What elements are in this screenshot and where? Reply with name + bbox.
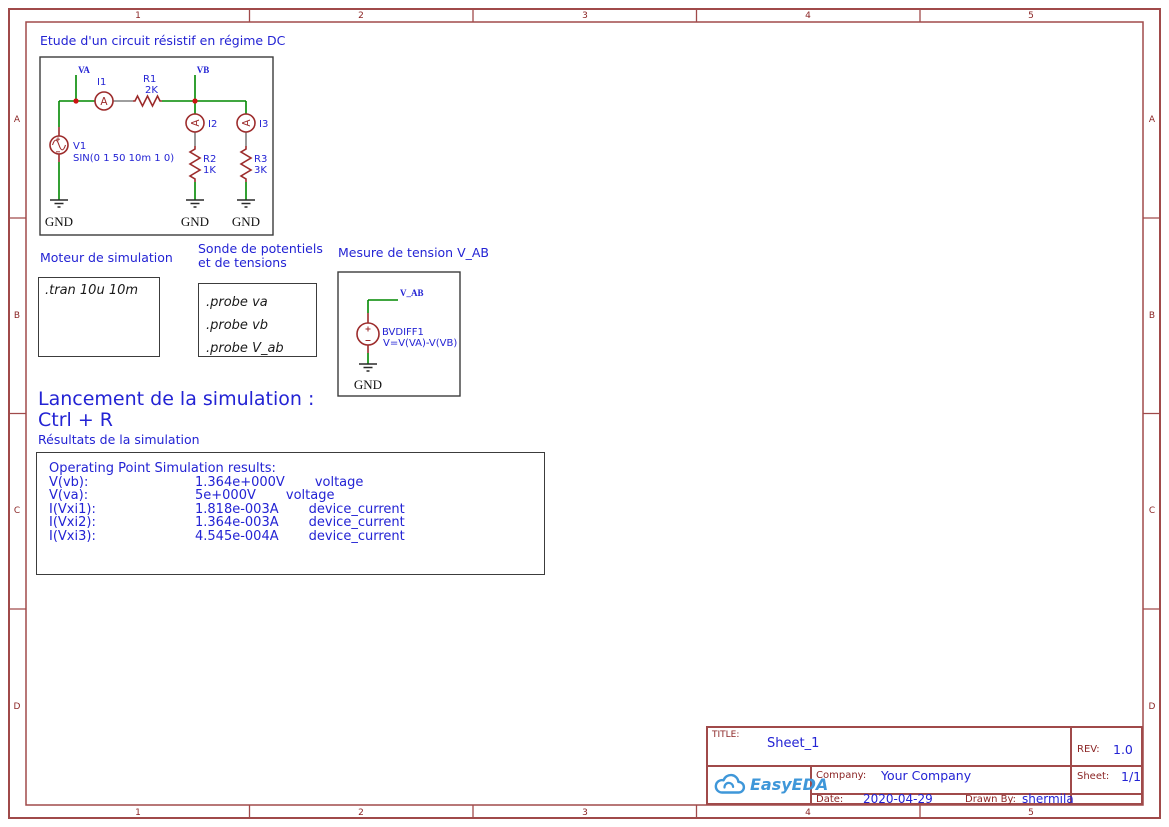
resistor-r1[interactable] — [133, 96, 162, 106]
sim-engine-box[interactable] — [38, 277, 160, 357]
ref-v1[interactable]: V1 — [73, 141, 87, 152]
result-row — [49, 476, 544, 490]
result-name: V(vb): — [49, 474, 89, 490]
net-label-vb[interactable]: VB — [196, 65, 210, 75]
gnd-label: GND — [231, 214, 261, 229]
val-v1[interactable]: SIN(0 1 50 10m 1 0) — [73, 153, 175, 164]
results-title: Résultats de la simulation — [38, 432, 200, 447]
circuit-canvas[interactable] — [36, 52, 281, 242]
launch-line2: Ctrl + R — [38, 409, 114, 431]
date-label: Date: — [816, 794, 844, 805]
sheet-title[interactable]: Sheet_1 — [767, 736, 820, 751]
result-row — [49, 489, 544, 503]
results-heading: Operating Point Simulation results: — [49, 461, 276, 476]
ruler-col-label: 4 — [805, 808, 811, 818]
ref-r3[interactable]: R3 — [254, 154, 268, 165]
probes-box[interactable] — [198, 283, 317, 357]
result-name: I(Vxi2): — [49, 515, 96, 531]
junction-dot — [192, 98, 197, 103]
result-row — [49, 503, 544, 517]
resistor-r3[interactable] — [241, 146, 251, 182]
company-label: Company: — [816, 770, 867, 781]
drawn-by-value[interactable]: shermila — [1022, 792, 1074, 806]
val-r1[interactable]: 2K — [145, 85, 158, 96]
ammeter-glyph: A — [241, 119, 253, 127]
results-box[interactable] — [36, 452, 545, 575]
schematic-title[interactable]: Etude d'un circuit résistif en régime DC — [40, 33, 286, 48]
ruler-col-label: 1 — [135, 11, 141, 21]
voltage-source-v1[interactable] — [50, 136, 68, 154]
voltage-source-bvdiff1[interactable] — [357, 323, 379, 345]
ammeter-i3[interactable] — [237, 114, 255, 132]
probes-title-line2: et de tensions — [198, 255, 287, 270]
gnd-label: GND — [180, 214, 210, 229]
measure-canvas[interactable] — [336, 268, 466, 400]
ruler-row-label: B — [13, 311, 21, 321]
ammeter-i2[interactable] — [186, 114, 204, 132]
ruler-col-label: 2 — [358, 11, 364, 21]
easyeda-cloud-icon — [712, 772, 750, 798]
probe-item[interactable]: .probe V_ab — [206, 341, 284, 356]
ruler-row-label: B — [1148, 311, 1156, 321]
ref-i1[interactable]: I1 — [97, 77, 107, 88]
rev-label: REV: — [1077, 744, 1100, 755]
ammeter-glyph: A — [100, 96, 108, 108]
rev-value[interactable]: 1.0 — [1113, 742, 1133, 757]
result-name: I(Vxi3): — [49, 528, 96, 544]
ref-r1[interactable]: R1 — [143, 74, 157, 85]
ref-bvdiff1[interactable]: BVDIFF1 — [382, 327, 424, 338]
drawn-by-label: Drawn By: — [965, 794, 1017, 805]
result-value: 1.364e-003A — [195, 515, 279, 531]
company-value[interactable]: Your Company — [881, 768, 972, 783]
result-name: V(va): — [49, 488, 89, 504]
pin-stubs — [113, 101, 246, 146]
ref-r2[interactable]: R2 — [203, 154, 217, 165]
title-block — [706, 726, 1143, 805]
ruler-col-label: 2 — [358, 808, 364, 818]
val-r2[interactable]: 1K — [203, 165, 216, 176]
ammeter-i1[interactable] — [95, 92, 113, 110]
title-block-divider — [708, 765, 1141, 767]
net-label-vab[interactable]: V_AB — [400, 288, 424, 298]
sim-engine-title: Moteur de simulation — [40, 250, 173, 265]
val-bvdiff1[interactable]: V=V(VA)-V(VB) — [383, 338, 458, 349]
ammeter-glyph: A — [190, 119, 202, 127]
ruler-row-label: D — [1148, 702, 1156, 712]
ref-i3[interactable]: I3 — [259, 119, 269, 130]
result-value: 1.364e+000V — [195, 474, 285, 490]
sim-directive[interactable]: .tran 10u 10m — [45, 283, 139, 298]
probes-title — [198, 242, 323, 270]
result-value: 1.818e-003A — [195, 501, 279, 517]
ruler-col-label: 3 — [582, 808, 588, 818]
result-value: 4.545e-004A — [195, 528, 279, 544]
title-label: TITLE: — [712, 730, 740, 740]
gnd-symbol[interactable] — [186, 200, 204, 207]
resistor-r2[interactable] — [190, 146, 200, 182]
result-type: device_current — [308, 515, 405, 531]
sheet-label: Sheet: — [1077, 771, 1110, 782]
launch-line1: Lancement de la simulation : — [38, 388, 315, 410]
ruler-row-label: D — [13, 702, 21, 712]
launch-note[interactable] — [38, 389, 314, 431]
date-value[interactable]: 2020-04-29 — [863, 792, 933, 806]
result-name: I(Vxi1): — [49, 501, 96, 517]
net-label-va[interactable]: VA — [78, 65, 90, 75]
ruler-col-label: 1 — [135, 808, 141, 818]
ruler-row-label: A — [1148, 115, 1156, 125]
probe-item[interactable]: .probe va — [206, 295, 268, 310]
result-type: device_current — [308, 501, 405, 517]
gnd-symbol[interactable] — [50, 200, 68, 207]
result-value: 5e+000V — [195, 488, 256, 504]
result-type: device_current — [308, 528, 405, 544]
gnd-symbol[interactable] — [237, 200, 255, 207]
gnd-label: GND — [353, 377, 383, 392]
probes-title-line1: Sonde de potentiels — [198, 241, 323, 256]
result-type: voltage — [314, 474, 364, 490]
ruler-row-label: A — [13, 115, 21, 125]
result-row — [49, 516, 544, 530]
ruler-col-label: 5 — [1028, 11, 1034, 21]
ruler-col-label: 4 — [805, 11, 811, 21]
result-type: voltage — [285, 488, 335, 504]
ref-i2[interactable]: I2 — [208, 119, 218, 130]
junction-dot — [73, 98, 78, 103]
ruler-row-label: C — [1148, 506, 1156, 516]
sheet-value[interactable]: 1/1 — [1121, 769, 1142, 784]
measure-title: Mesure de tension V_AB — [338, 245, 490, 260]
easyeda-logo-text: EasyEDA — [750, 775, 829, 794]
ruler-col-label: 3 — [582, 11, 588, 21]
ruler-row-label: C — [13, 506, 21, 516]
ruler-col-label: 5 — [1028, 808, 1034, 818]
gnd-symbol[interactable] — [359, 364, 377, 371]
val-r3[interactable]: 3K — [254, 165, 267, 176]
gnd-label: GND — [44, 214, 74, 229]
probe-item[interactable]: .probe vb — [206, 318, 269, 333]
result-row — [49, 530, 544, 544]
